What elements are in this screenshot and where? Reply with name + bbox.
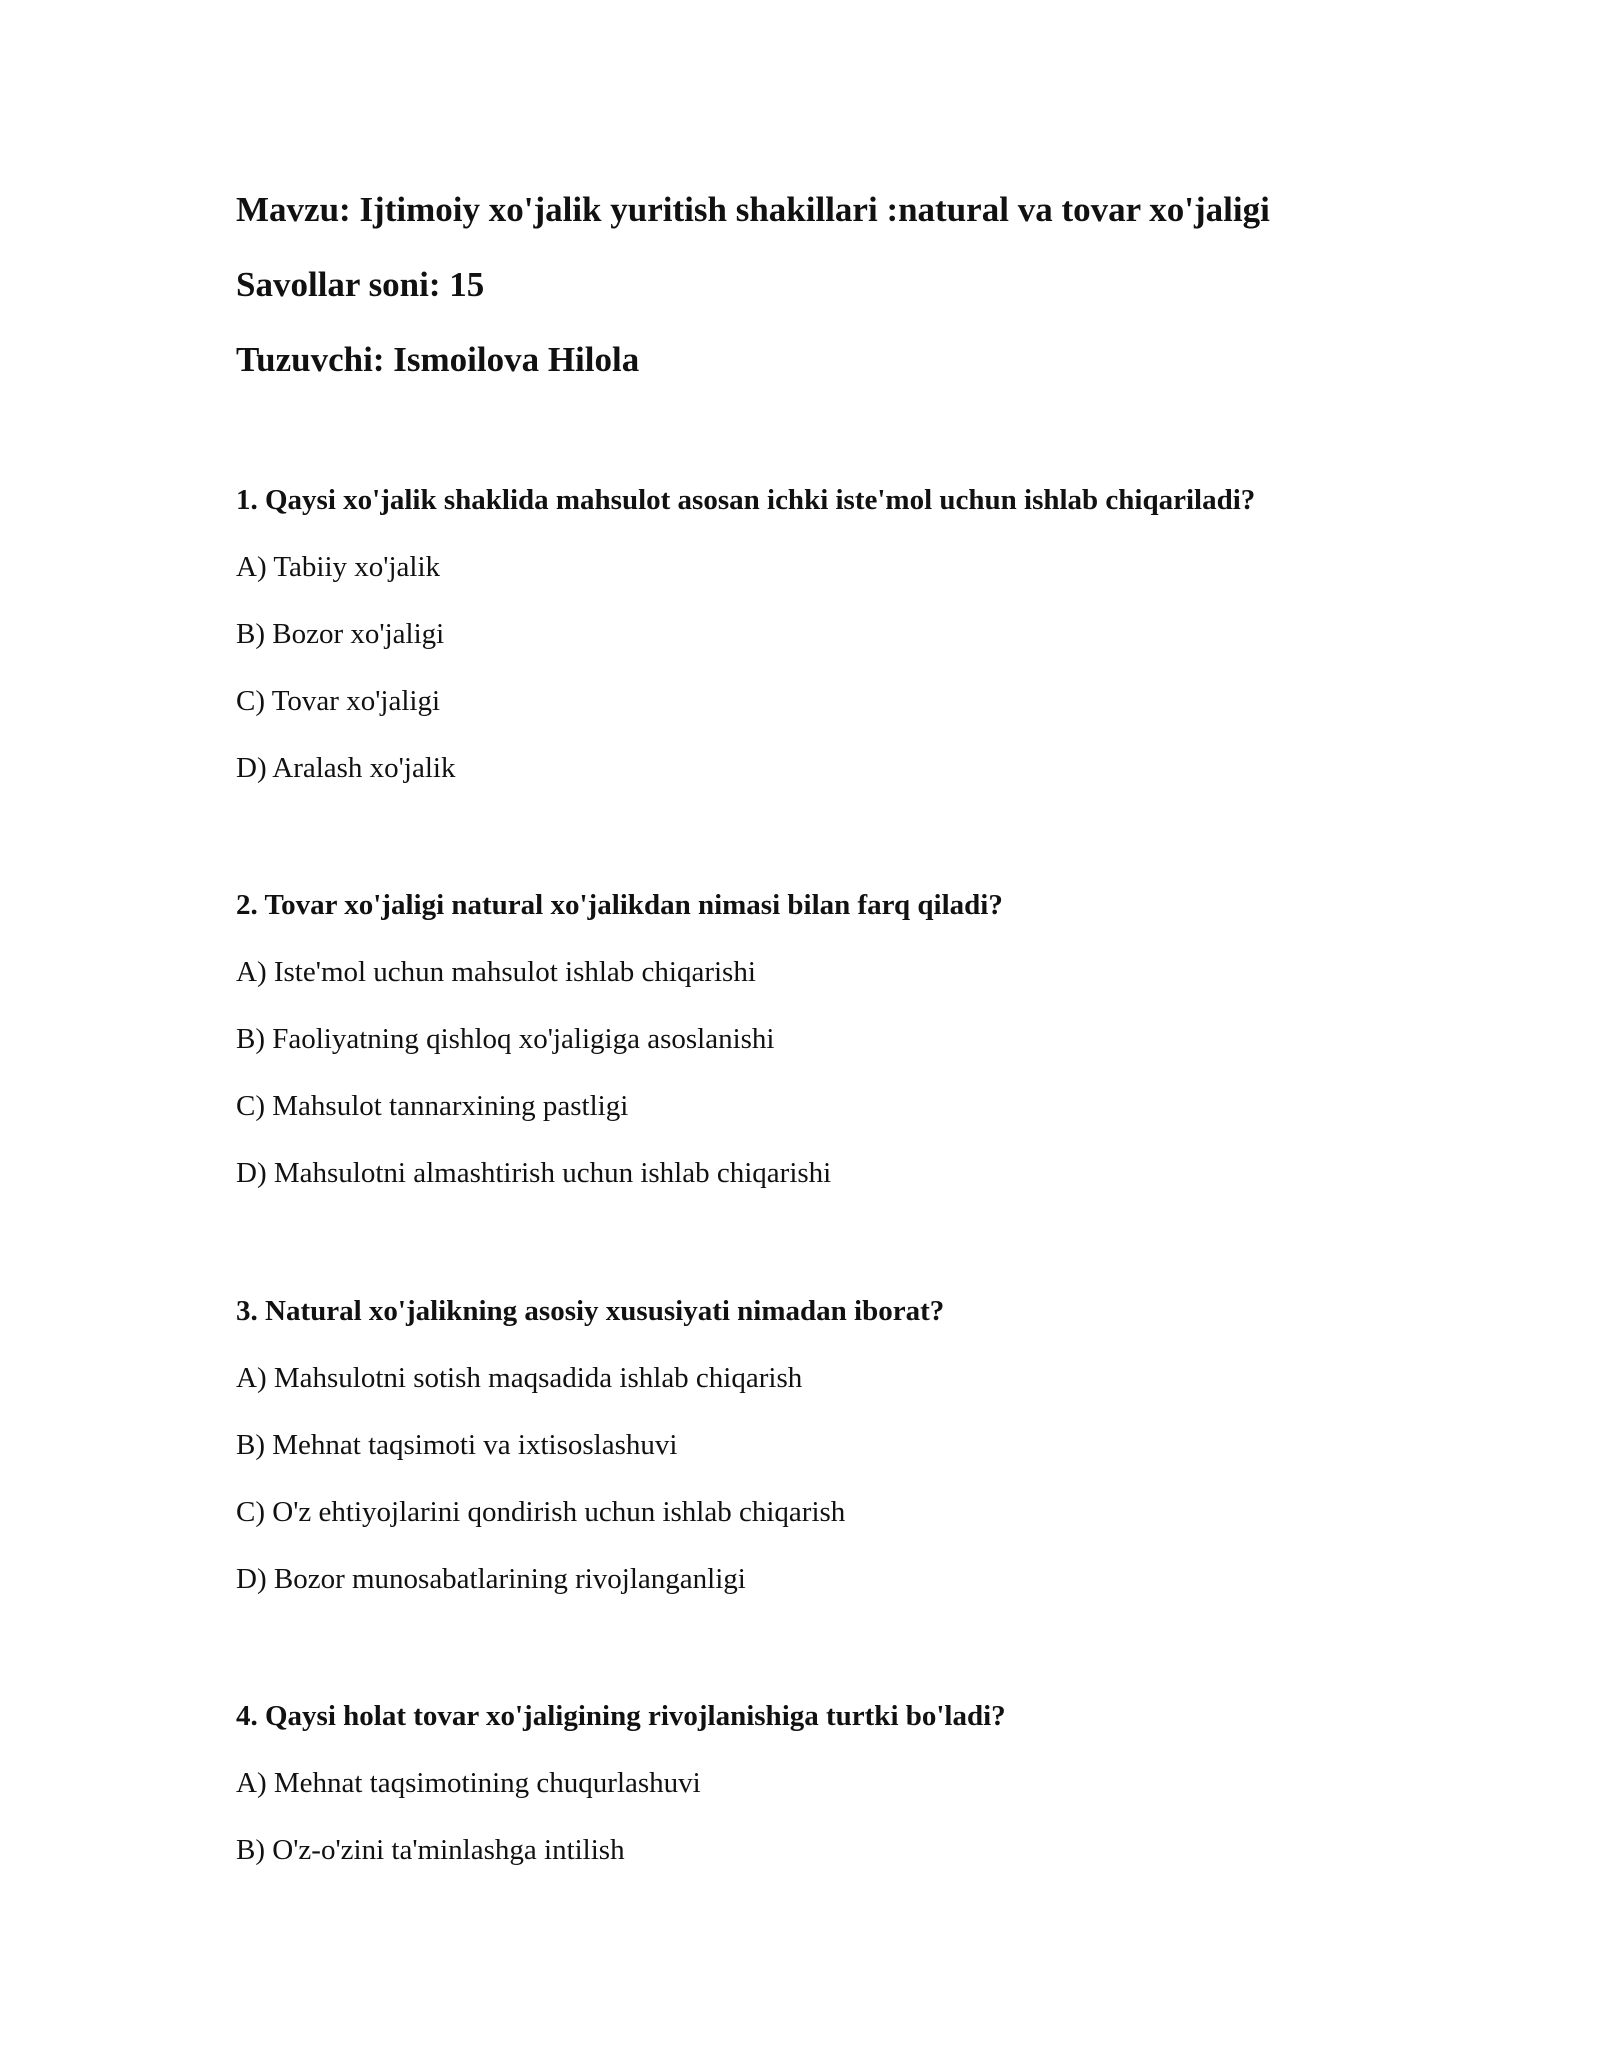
question-2-option-c: C) Mahsulot tannarxining pastligi [236,1090,629,1122]
question-1-option-c: C) Tovar xo'jaligi [236,685,441,717]
question-2-option-d: D) Mahsulotni almashtirish uchun ishlab chiqarishi [236,1157,832,1189]
question-3-option-c: C) O'z ehtiyojlarini qondirish uchun ishlab chiqarish [236,1496,846,1528]
question-2-option-a: A) Iste'mol uchun mahsulot ishlab chiqarishi [236,956,756,988]
question-4-option-a: A) Mehnat taqsimotining chuqurlashuvi [236,1767,701,1799]
question-3-option-d: D) Bozor munosabatlarining rivojlanganligi [236,1563,746,1595]
question-2-title: 2. Tovar xo'jaligi natural xo'jalikdan nimasi bilan farq qiladi? [236,889,1003,921]
question-3-option-a: A) Mahsulotni sotish maqsadida ishlab chiqarish [236,1362,803,1394]
question-3-title: 3. Natural xo'jalikning asosiy xususiyati nimadan iborat? [236,1295,945,1327]
question-1-option-d: D) Aralash xo'jalik [236,752,456,784]
question-1-title: 1. Qaysi xo'jalik shaklida mahsulot asosan ichki iste'mol uchun ishlab chiqariladi? [236,484,1256,516]
question-4-title: 4. Qaysi holat tovar xo'jaligining rivojlanishiga turtki bo'ladi? [236,1700,1006,1732]
question-3-option-b: B) Mehnat taqsimoti va ixtisoslashuvi [236,1429,678,1461]
question-1-option-b: B) Bozor xo'jaligi [236,618,445,650]
author-line: Tuzuvchi: Ismoilova Hilola [236,340,640,379]
question-2-option-b: B) Faoliyatning qishloq xo'jaligiga asoslanishi [236,1023,775,1055]
question-1-option-a: A) Tabiiy xo'jalik [236,551,441,583]
topic-heading: Mavzu: Ijtimoiy xo'jalik yuritish shakillari :natural va tovar xo'jaligi [236,190,1270,229]
question-4-option-b: B) O'z-o'zini ta'minlashga intilish [236,1834,625,1866]
question-count: Savollar soni: 15 [236,265,485,304]
